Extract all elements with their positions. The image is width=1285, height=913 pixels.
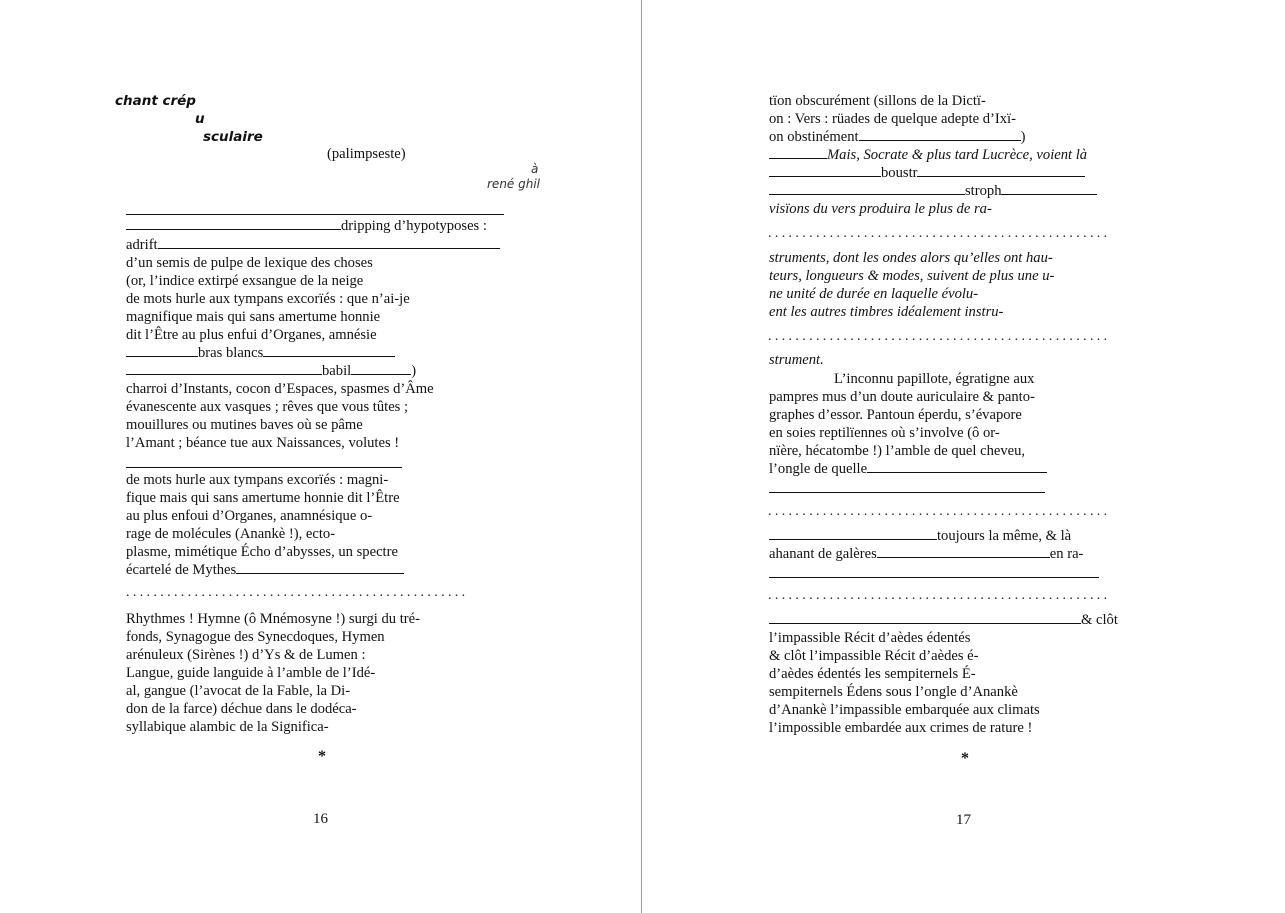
verse-line: pampres mus d’un doute auriculaire & panto-: [769, 389, 1035, 405]
verse-line: ahanant de galères en ra-: [769, 546, 1084, 562]
page-number: 16: [313, 811, 328, 827]
verse-line: dit l’Être au plus enfui d’Organes, amnésie: [126, 327, 377, 343]
verse-line: don de la farce) déchue dans le dodéca-: [126, 701, 357, 717]
verse-line: strument.: [769, 352, 824, 368]
dotted-separator: ..................................................: [768, 329, 1111, 344]
verse-line: l’impossible embardée aux crimes de rature !: [769, 720, 1033, 736]
dedication-a: à: [531, 162, 539, 176]
verse-line: on obstinément ): [769, 129, 1026, 145]
verse-line: stroph: [769, 182, 1097, 200]
blank-rule: [769, 492, 1045, 493]
right-page: [643, 0, 1285, 913]
verse-line: arénuleux (Sirènes !) d’Ys & de Lumen :: [126, 647, 366, 663]
verse-line: écartelé de Mythes: [126, 561, 404, 579]
verse-line: visïons du vers produira le plus de ra-: [769, 201, 992, 217]
verse-line: évanescente aux vasques ; rêves que vous tûtes ;: [126, 399, 409, 415]
verse-line: d’aèdes édentés les sempiternels É-: [769, 666, 976, 682]
verse-line: graphes d’essor. Pantoun éperdu, s’évapore: [769, 407, 1022, 423]
verse-line: Rhythmes ! Hymne (ô Mnémosyne !) surgi du tré-: [126, 611, 420, 627]
verse-line: (or, l’indice extirpé exsangue de la neige: [126, 273, 364, 289]
verse-line: nïère, hécatombe !) l’amble de quel cheveu,: [769, 443, 1026, 459]
verse-line: ne unité de durée en laquelle évolu-: [769, 286, 979, 302]
verse-line: d’Anankè l’impassible embarquée aux climats: [769, 702, 1040, 718]
blank-rule: [769, 577, 1099, 578]
verse-line: fique mais qui sans amertume honnie dit l’Être: [126, 490, 400, 506]
title-line-3: sculaire: [203, 129, 263, 145]
blank-rule: [126, 214, 504, 215]
verse-line: l’ongle de quelle: [769, 460, 1047, 478]
section-asterisk: *: [318, 748, 326, 765]
verse-line: de mots hurle aux tympans excorïés : que n’ai-je: [126, 291, 410, 307]
verse-line: bras blancs: [126, 344, 395, 362]
dotted-separator: ..................................................: [768, 504, 1111, 519]
verse-line: d’un semis de pulpe de lexique des choses: [126, 255, 373, 271]
title-line-2: u: [195, 111, 205, 127]
dedication-name: rené ghil: [487, 177, 541, 191]
page-divider: [641, 0, 642, 913]
verse-line: Langue, guide languide à l’amble de l’Idé-: [126, 665, 376, 681]
verse-line: sempiternels Édens sous l’ongle d’Anankè: [769, 684, 1018, 700]
verse-line: dripping d’hypotyposes :: [126, 217, 487, 235]
verse-line: babil ): [126, 362, 416, 380]
left-page: [0, 0, 641, 913]
verse-line: au plus enfoui d’Organes, anamnésique o-: [126, 508, 373, 524]
verse-line: tïon obscurément (sillons de la Dictï-: [769, 93, 986, 109]
verse-line: & clôt l’impassible Récit d’aèdes é-: [769, 648, 979, 664]
verse-line: magnifique mais qui sans amertume honnie: [126, 309, 381, 325]
blank-rule: [126, 467, 402, 468]
verse-line: fonds, Synagogue des Synecdoques, Hymen: [126, 629, 385, 645]
verse-line: l’Amant ; béance tue aux Naissances, volutes !: [126, 435, 400, 451]
dotted-separator: ..................................................: [768, 226, 1111, 241]
title-line-1: chant crép: [115, 93, 196, 109]
verse-line: teurs, longueurs & modes, suivent de plus une u-: [769, 268, 1055, 284]
verse-line: adrift: [126, 236, 500, 254]
verse-line: on : Vers : rüades de quelque adepte d’Ixï-: [769, 111, 1016, 127]
verse-line: l’impassible Récit d’aèdes édentés: [769, 630, 971, 646]
dotted-separator: ..................................................: [768, 588, 1111, 603]
verse-line: ent les autres timbres idéalement instru-: [769, 304, 1004, 320]
verse-line: mouillures ou mutines baves où se pâme: [126, 417, 363, 433]
section-asterisk: *: [961, 750, 969, 767]
page-number: 17: [956, 812, 971, 828]
verse-line: charroi d’Instants, cocon d’Espaces, spasmes d’Âme: [126, 381, 434, 397]
verse-line: de mots hurle aux tympans excorïés : magni-: [126, 472, 389, 488]
subtitle: (palimpseste): [327, 146, 406, 162]
verse-line: Mais, Socrate & plus tard Lucrèce, voient là: [769, 146, 1087, 164]
verse-line: boustr: [769, 164, 1085, 182]
verse-line: toujours la même, & là: [769, 527, 1071, 545]
verse-line: struments, dont les ondes alors qu’elles ont hau-: [769, 250, 1053, 266]
verse-line: rage de molécules (Anankè !), ecto-: [126, 526, 336, 542]
verse-line: L’inconnu papillote, égratigne aux: [834, 371, 1035, 387]
verse-line: syllabique alambic de la Significa-: [126, 719, 329, 735]
dotted-separator: ..................................................: [126, 585, 469, 600]
verse-line: plasme, mimétique Écho d’abysses, un spectre: [126, 544, 398, 560]
verse-line: en soies reptilïennes où s’involve (ô or-: [769, 425, 1000, 441]
verse-line: & clôt: [769, 611, 1118, 629]
verse-line: al, gangue (l’avocat de la Fable, la Di-: [126, 683, 351, 699]
